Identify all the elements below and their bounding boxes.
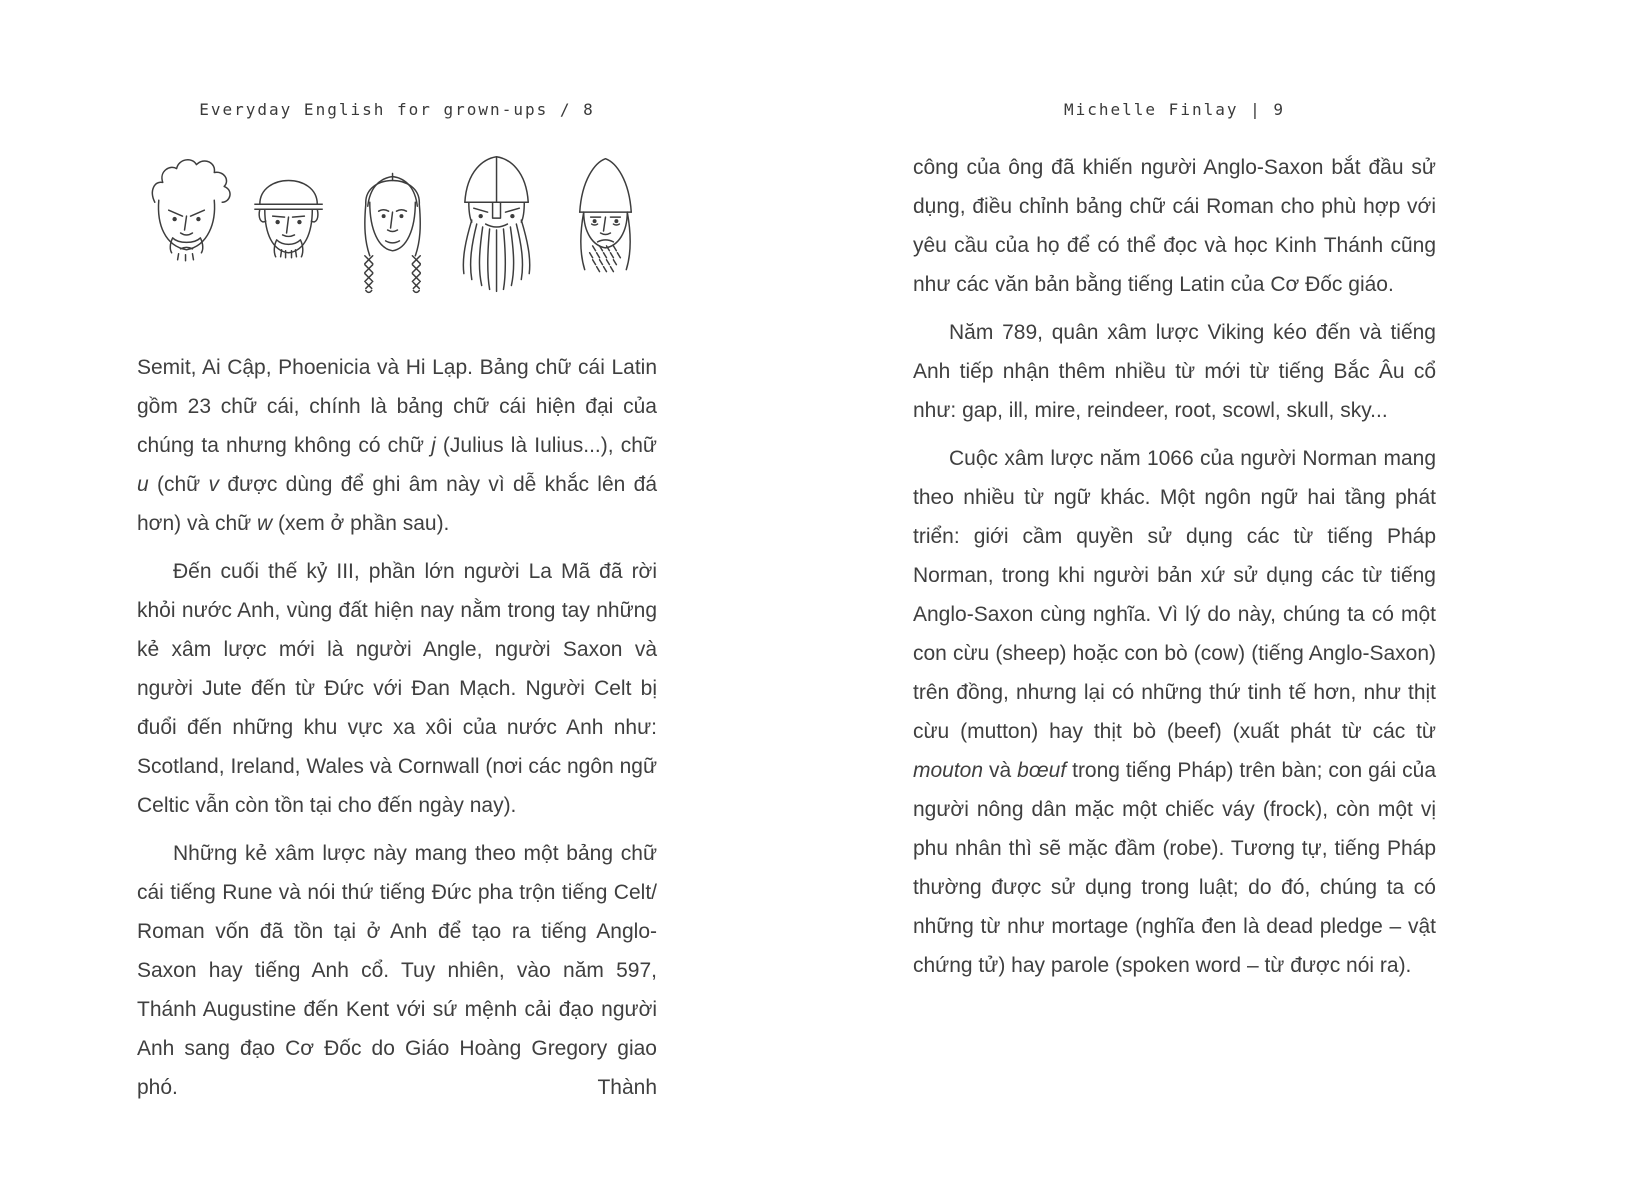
right-running-header: Michelle Finlay | 9 xyxy=(1063,100,1286,119)
bearded-viking-face-icon xyxy=(463,157,529,292)
roman-man-face-icon xyxy=(152,160,230,261)
paragraph: Năm 789, quân xâm lược Viking kéo đến và tiếng Anh tiếp nhận thêm nhiều từ mới từ tiếng Bắc Âu cổ như: gap, ill, mire, reindeer, root, scowl, skull, sky... xyxy=(913,321,1436,422)
helmeted-soldier-face-icon xyxy=(255,180,322,257)
faces-illustration xyxy=(137,146,657,314)
norman-pointed-helmet-face-icon xyxy=(580,159,632,272)
braided-woman-face-icon xyxy=(365,174,420,293)
paragraph: Những kẻ xâm lược này mang theo một bảng chữ cái tiếng Rune và nói thứ tiếng Đức pha trộn tiếng Celt/ Roman vốn đã tồn tại ở Anh để tạo ra tiếng Anglo-Saxon hay tiếng Anh cổ. Tuy nhiên, vào năm 597, Thánh Augustine đến Kent với sứ mệnh cải đạo người Anh sang đạo Cơ Đốc do Giáo Hoàng Gregory giao phó. Thành xyxy=(137,842,657,1099)
paragraph: Cuộc xâm lược năm 1066 của người Norman mang theo nhiều từ ngữ khác. Một ngôn ngữ hai tầng phát triển: giới cầm quyền sử dụng các từ tiếng Pháp Norman, trong khi người bản xứ sử dụng các từ tiếng Anglo-Saxon cùng nghĩa. Vì lý do này, chúng ta có một con cừu (sheep) hoặc con bò (cow) (tiếng Anglo-Saxon) trên đồng, nhưng lại có những thứ tinh tế hơn, như thịt cừu (mutton) hay thịt bò (beef) (xuất phát từ các từ mouton và bœuf trong tiếng Pháp) trên bàn; con gái của người nông dân mặc một chiếc váy (frock), còn một vị phu nhân thì sẽ mặc đầm (robe). Tương tự, tiếng Pháp thường được sử dụng trong luật; do đó, chúng ta có những từ như mortage (nghĩa đen là dead pledge – vật chứng tử) hay parole (spoken word – từ được nói ra). xyxy=(913,447,1436,977)
paragraph: Semit, Ai Cập, Phoenicia và Hi Lạp. Bảng chữ cái Latin gồm 23 chữ cái, chính là bảng chữ cái hiện đại của chúng ta nhưng không có chữ j (Julius là Iulius...), chữ u (chữ v được dùng để ghi âm này vì dễ khắc lên đá hơn) và chữ w (xem ở phần sau). xyxy=(137,356,657,535)
right-text-column xyxy=(913,148,1436,985)
paragraph: công của ông đã khiến người Anglo-Saxon bắt đầu sử dụng, điều chỉnh bảng chữ cái Roman cho phù hợp với yêu cầu của họ để có thể đọc và học Kinh Thánh cũng như các văn bản bằng tiếng Latin của Cơ Đốc giáo. xyxy=(913,156,1436,296)
left-running-header: Everyday English for grown-ups / 8 xyxy=(199,100,595,119)
paragraph: Đến cuối thế kỷ III, phần lớn người La Mã đã rời khỏi nước Anh, vùng đất hiện nay nằm trong tay những kẻ xâm lược mới là người Angle, người Saxon và người Jute đến từ Đức với Đan Mạch. Người Celt bị đuổi đến những khu vực xa xôi của nước Anh như: Scotland, Ireland, Wales và Cornwall (nơi các ngôn ngữ Celtic vẫn còn tồn tại cho đến ngày nay). xyxy=(137,560,657,817)
left-text-column xyxy=(137,348,657,1107)
